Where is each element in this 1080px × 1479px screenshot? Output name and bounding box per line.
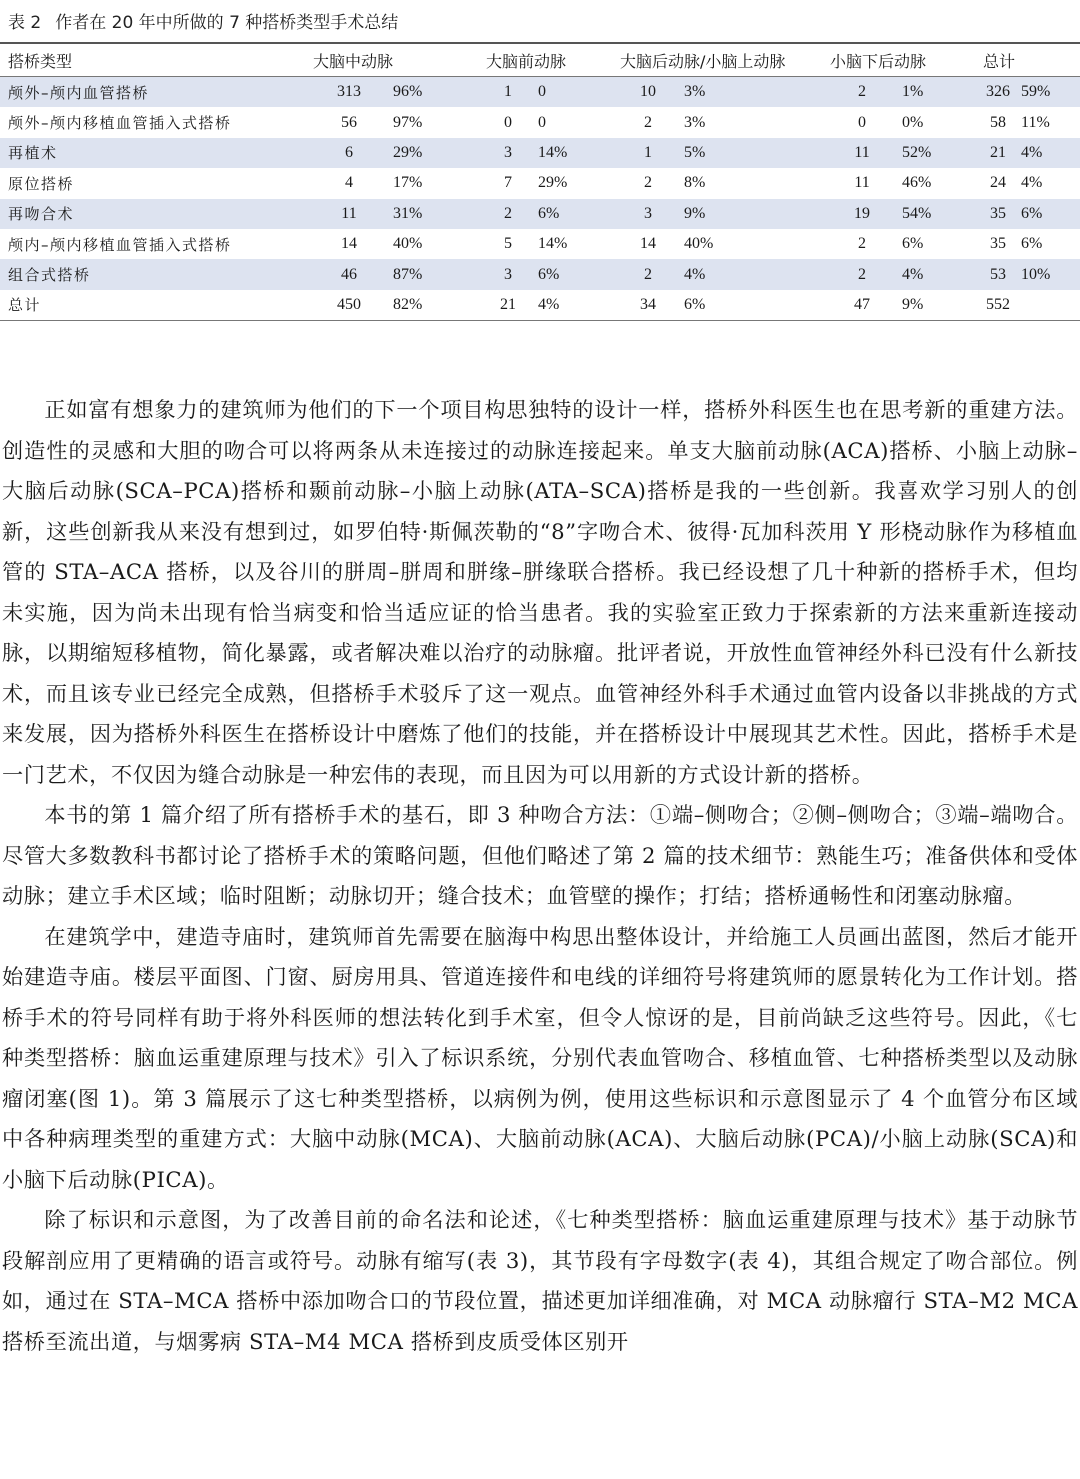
paragraph: 正如富有想象力的建筑师为他们的下一个项目构思独特的设计一样，搭桥外科医生也在思考新的重建方法。创造性的灵感和大胆的吻合可以将两条从未连接过的动脉连接起来。单支大脑前动脉(ACA)搭桥、小脑上动脉–大脑后动脉(SCA–PCA)搭桥和颞前动脉–小脑上动脉(ATA–SCA)搭桥是我的一些创新。我喜欢学习别人的创新，这些创新我从来没有想到过，如罗伯特·斯佩茨勒的“8”字吻合术、彼得·瓦加科茨用 Y 形桡动脉作为移植血管的 STA–ACA 搭桥，以及谷川的胼周–胼周和胼缘–胼缘联合搭桥。我已经设想了几十种新的搭桥手术，但均未实施，因为尚未出现有恰当病变和恰当适应证的恰当患者。我的实验室正致力于探索新的方法来重新连接动脉，以期缩短移植物，简化暴露，或者解决难以治疗的动脉瘤。批评者说，开放性血管神经外科已没有什么新技术，而且该专业已经完全成熟，但搭桥手术驳斥了这一观点。血管神经外科手术通过血管内设备以非挑战的方式来发展，因为搭桥外科医生在搭桥设计中磨炼了他们的技能，并在搭桥设计中展现其艺术性。因此，搭桥手术是一门艺术，不仅因为缝合动脉是一种宏伟的表现，而且因为可以用新的方式设计新的搭桥。 (2, 397, 1078, 787)
table-cell-percent (1021, 290, 1080, 321)
table-cell-percent: 40% (393, 235, 423, 253)
table-cell-percent: 9% (902, 290, 975, 321)
table-row (0, 168, 1080, 198)
table-cell-percent: 3% (684, 77, 822, 108)
header-total: 总计 (975, 43, 1080, 77)
table-cell-count: 1 (612, 138, 684, 168)
table-number: 表 2 (8, 13, 42, 33)
table-row (0, 229, 1080, 259)
table-cell-percent: 6% (538, 259, 612, 289)
row-bypass-type: 再吻合术 (0, 199, 305, 229)
table-cell-count: 2 (612, 259, 684, 289)
table-cell-count: 14 (640, 235, 657, 253)
paragraph: 本书的第 1 篇介绍了所有搭桥手术的基石，即 3 种吻合方法：①端–侧吻合；②侧–侧吻合；③端–端吻合。尽管大多数教科书都讨论了搭桥手术的策略问题，但他们略述了第 2 篇的技术细节：熟能生巧；准备供体和受体动脉；建立手术区域；临时阻断；动脉切开；缝合技术；血管壁的操作；打结；搭桥通畅性和闭塞动脉瘤。 (2, 802, 1078, 908)
table-cell-percent: 6% (538, 199, 612, 229)
table-cell-percent: 6% (902, 235, 924, 253)
table-cell-percent: 6% (684, 290, 822, 321)
table-cell-percent: 10% (1021, 259, 1080, 289)
table-cell-count: 0 (858, 113, 867, 131)
table-cell-count: 35 (990, 235, 1007, 253)
table-cell-percent: 6% (1021, 199, 1080, 229)
table-cell-count: 3 (478, 259, 538, 289)
table-cell-count: 2 (822, 259, 902, 289)
table-cell-percent: 40% (684, 235, 714, 253)
table-cell-count: 2 (644, 174, 653, 192)
row-bypass-type: 原位搭桥 (8, 174, 75, 193)
header-aca: 大脑前动脉 (478, 43, 612, 77)
table-cell-count: 14 (341, 235, 357, 253)
table-cell-count: 34 (612, 290, 684, 321)
table-cell-percent: 0 (538, 77, 612, 108)
body-text (2, 390, 1078, 1362)
table-cell-count: 11 (822, 138, 902, 168)
table-cell-percent: 14% (538, 138, 612, 168)
row-bypass-type: 再植术 (0, 138, 305, 168)
paragraph: 除了标识和示意图，为了改善目前的命名法和论述，《七种类型搭桥：脑血运重建原理与技术》基于动脉节段解剖应用了更精确的语言或符号。动脉有缩写(表 3)，其节段有字母数字(表 4)，其组合规定了吻合部位。例如，通过在 STA–MCA 搭桥中添加吻合口的节段位置，描述更加详细准确，对 MCA 动脉瘤行 STA–M2 MCA 搭桥至流出道，与烟雾病 STA–M4 MCA 搭桥到皮质受体区别开 (2, 1207, 1078, 1354)
table-cell-percent: 31% (393, 199, 478, 229)
table-cell-percent: 17% (393, 174, 423, 192)
header-mca: 大脑中动脉 (305, 43, 478, 77)
table-cell-percent: 97% (393, 113, 423, 131)
table-cell-percent: 4% (684, 259, 822, 289)
row-bypass-type: 颅内–颅内移植血管插入式搭桥 (8, 235, 232, 254)
table-cell-count: 56 (341, 113, 357, 131)
table-cell-percent: 9% (684, 199, 822, 229)
table-cell-count: 2 (822, 77, 902, 108)
table-cell-count: 4 (345, 174, 353, 192)
table-cell-percent: 87% (393, 259, 478, 289)
table-cell-count: 450 (305, 290, 393, 321)
table-cell-percent: 54% (902, 199, 975, 229)
header-pica: 小脑下后动脉 (822, 43, 975, 77)
table-cell-count: 46 (305, 259, 393, 289)
table-cell-percent: 4% (1021, 138, 1080, 168)
table-cell-percent: 8% (684, 174, 706, 192)
table-cell-count: 58 (990, 113, 1007, 131)
table-cell-count: 6 (305, 138, 393, 168)
table-cell-count: 11 (854, 174, 870, 192)
table-title: 作者在 20 年中所做的 7 种搭桥类型手术总结 (55, 13, 399, 33)
table-caption (8, 8, 398, 33)
row-bypass-type: 总计 (0, 290, 305, 321)
row-bypass-type: 颅外–颅内血管搭桥 (0, 77, 305, 108)
table-cell-percent: 59% (1021, 77, 1080, 108)
header-bypass-type: 搭桥类型 (0, 43, 305, 77)
table-row (0, 199, 1080, 229)
table-cell-count: 5 (504, 235, 513, 253)
table-cell-count: 3 (612, 199, 684, 229)
table-cell-count: 326 (975, 77, 1021, 108)
table-cell-percent: 0 (538, 113, 547, 131)
table-cell-count: 552 (975, 290, 1021, 321)
paragraph: 在建筑学中，建造寺庙时，建筑师首先需要在脑海中构思出整体设计，并给施工人员画出蓝图，然后才能开始建造寺庙。楼层平面图、门窗、厨房用具、管道连接件和电线的详细符号将建筑师的愿景转化为工作计划。搭桥手术的符号同样有助于将外科医师的想法转化到手术室，但令人惊讶的是，目前尚缺乏这些符号。因此，《七种类型搭桥：脑血运重建原理与技术》引入了标识系统，分别代表血管吻合、移植血管、七种搭桥类型以及动脉瘤闭塞(图 1)。第 3 篇展示了这七种类型搭桥，以病例为例，使用这些标识和示意图显示了 4 个血管分布区域中各种病理类型的重建方式：大脑中动脉(MCA)、大脑前动脉(ACA)、大脑后动脉(PCA)/小脑上动脉(SCA)和小脑下后动脉(PICA)。 (2, 923, 1078, 1192)
table-cell-count: 53 (975, 259, 1021, 289)
table-cell-count: 1 (478, 77, 538, 108)
table-cell-count: 10 (612, 77, 684, 108)
table-cell-percent: 4% (1021, 174, 1043, 192)
table-cell-percent: 1% (902, 77, 975, 108)
table-cell-count: 2 (858, 235, 867, 253)
table-cell-percent: 5% (684, 138, 822, 168)
table-cell-count: 11 (305, 199, 393, 229)
table-row (0, 107, 1080, 137)
table-cell-count: 35 (975, 199, 1021, 229)
table-row (0, 138, 1080, 168)
table-cell-count: 7 (504, 174, 513, 192)
table-cell-count: 3 (478, 138, 538, 168)
table-cell-percent: 14% (538, 235, 568, 253)
table-cell-percent: 0% (902, 113, 924, 131)
table-cell-percent: 6% (1021, 235, 1043, 253)
table-cell-percent: 3% (684, 113, 706, 131)
table-header-row (0, 43, 1080, 77)
table-cell-percent: 96% (393, 77, 478, 108)
table-cell-count: 2 (644, 113, 653, 131)
table-cell-percent: 29% (538, 174, 568, 192)
bypass-summary-table (0, 42, 1080, 321)
table-cell-count: 313 (305, 77, 393, 108)
table-cell-percent: 29% (393, 138, 478, 168)
table-cell-percent: 82% (393, 290, 478, 321)
table-cell-count: 21 (975, 138, 1021, 168)
table-cell-percent: 46% (902, 174, 932, 192)
table-cell-percent: 4% (538, 290, 612, 321)
table-row (0, 290, 1080, 321)
table-row (0, 259, 1080, 289)
table-cell-count: 24 (990, 174, 1007, 192)
table-cell-count: 21 (478, 290, 538, 321)
row-bypass-type: 组合式搭桥 (0, 259, 305, 289)
table-cell-percent: 4% (902, 259, 975, 289)
table-cell-count: 47 (822, 290, 902, 321)
table-cell-percent: 52% (902, 138, 975, 168)
header-pca-sca: 大脑后动脉/小脑上动脉 (612, 43, 822, 77)
row-bypass-type: 颅外–颅内移植血管插入式搭桥 (8, 114, 232, 133)
table-cell-count: 2 (478, 199, 538, 229)
table-cell-count: 19 (822, 199, 902, 229)
table-cell-percent: 11% (1021, 113, 1050, 131)
table-row (0, 77, 1080, 108)
table-cell-count: 0 (504, 113, 513, 131)
